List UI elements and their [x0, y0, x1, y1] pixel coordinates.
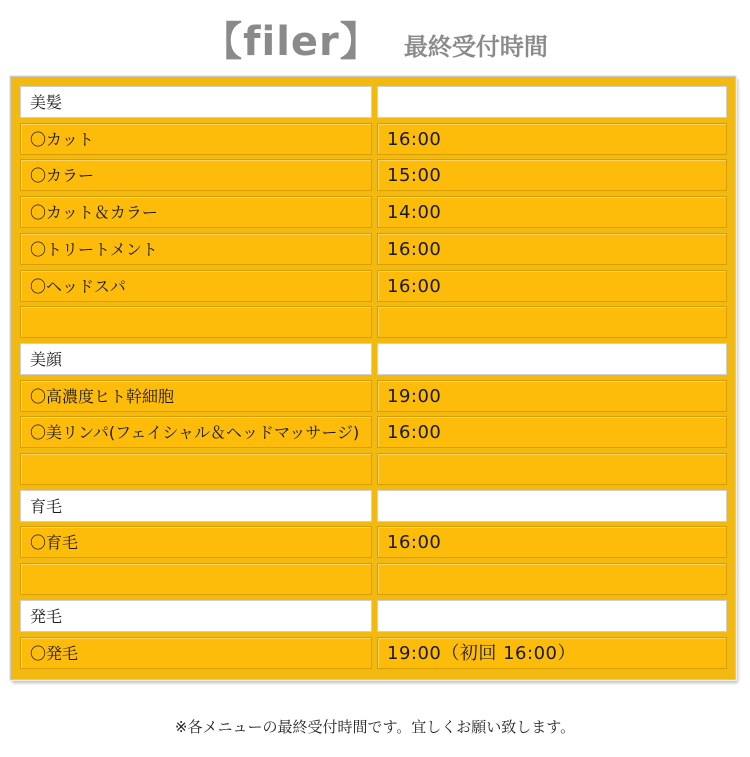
last-reception-time	[377, 563, 727, 595]
last-reception-time: 16:00	[377, 416, 727, 448]
page-header	[0, 10, 750, 70]
menu-name: 〇カット	[20, 123, 372, 155]
table-row	[20, 233, 727, 265]
menu-name: 〇カット＆カラー	[20, 196, 372, 228]
last-reception-time: 19:00	[377, 380, 727, 412]
menu-name	[20, 453, 372, 485]
section-row	[20, 600, 727, 632]
menu-name: 〇トリートメント	[20, 233, 372, 265]
table-row	[20, 270, 727, 302]
last-reception-time	[377, 306, 727, 338]
table-row	[20, 416, 727, 448]
table-row	[20, 196, 727, 228]
section-row	[20, 86, 727, 118]
empty-row	[20, 563, 727, 595]
table-row	[20, 637, 727, 669]
empty-row	[20, 453, 727, 485]
footer-note: ※各メニューの最終受付時間です。宜しくお願い致します。	[174, 718, 576, 736]
menu-name: 〇美リンパ(フェイシャル＆ヘッドマッサージ)	[20, 416, 372, 448]
menu-name: 〇発毛	[20, 637, 372, 669]
reception-time-table	[10, 76, 736, 680]
menu-name	[20, 306, 372, 338]
last-reception-time: 16:00	[377, 233, 727, 265]
last-reception-time: 16:00	[377, 270, 727, 302]
section-label: 美髪	[20, 86, 372, 118]
table-row	[20, 526, 727, 558]
section-label: 育毛	[20, 490, 372, 522]
empty-row	[20, 306, 727, 338]
last-reception-time: 14:00	[377, 196, 727, 228]
section-label: 美顔	[20, 343, 372, 375]
brand-title: 【filer】	[202, 19, 381, 65]
menu-name: 〇カラー	[20, 159, 372, 191]
last-reception-time	[377, 490, 727, 522]
section-row	[20, 343, 727, 375]
table-row	[20, 159, 727, 191]
menu-name: 〇ヘッドスパ	[20, 270, 372, 302]
menu-name: 〇育毛	[20, 526, 372, 558]
last-reception-time	[377, 453, 727, 485]
last-reception-time: 15:00	[377, 159, 727, 191]
section-row	[20, 490, 727, 522]
section-label: 発毛	[20, 600, 372, 632]
last-reception-time	[377, 86, 727, 118]
page-subtitle: 最終受付時間	[403, 33, 548, 61]
last-reception-time: 19:00（初回 16:00）	[377, 637, 727, 669]
last-reception-time	[377, 600, 727, 632]
menu-name: 〇高濃度ヒト幹細胞	[20, 380, 372, 412]
last-reception-time: 16:00	[377, 526, 727, 558]
last-reception-time	[377, 343, 727, 375]
menu-name	[20, 563, 372, 595]
last-reception-time: 16:00	[377, 123, 727, 155]
table-row	[20, 380, 727, 412]
table-row	[20, 123, 727, 155]
